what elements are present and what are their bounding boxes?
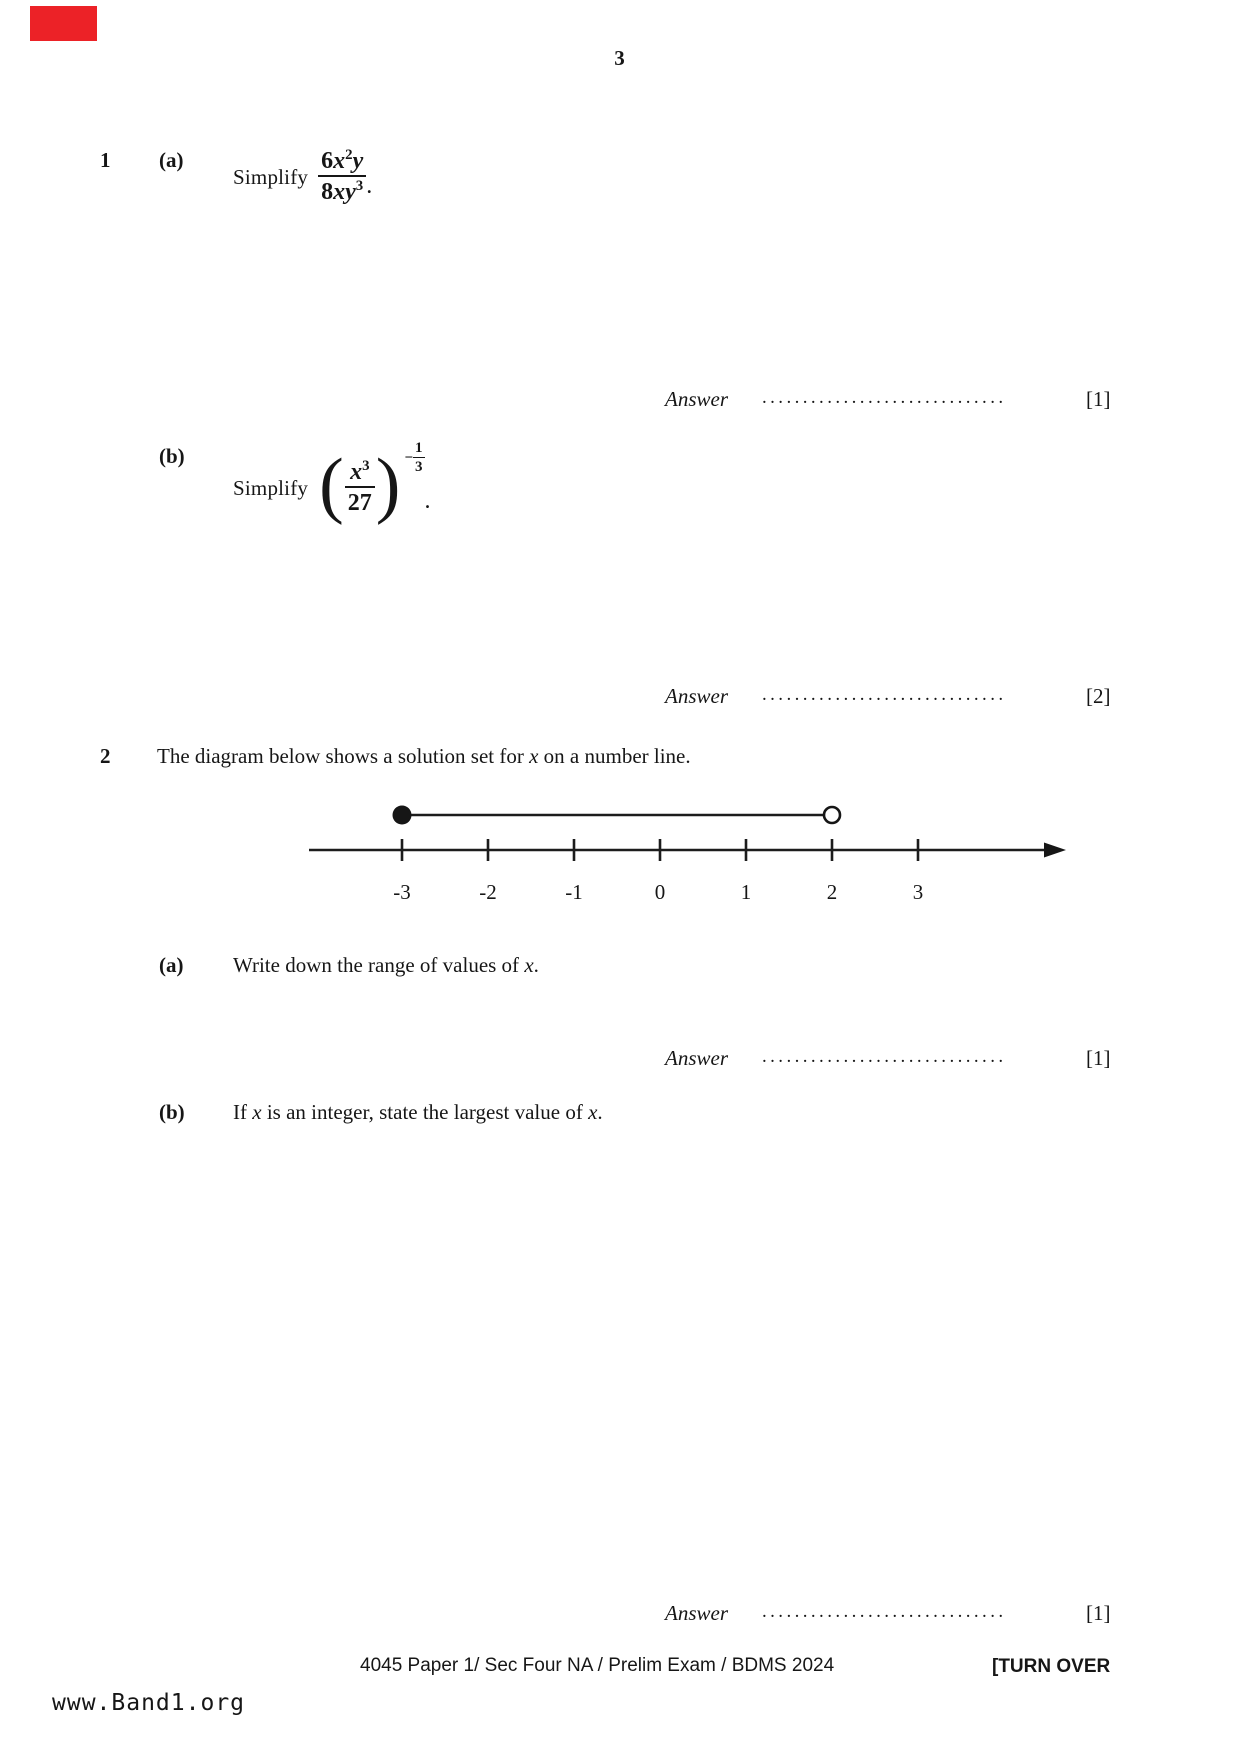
tick-label-0: 0: [654, 880, 666, 904]
q1a-num-coef: 6: [321, 147, 334, 174]
tick-label-1: 1: [740, 880, 752, 904]
q1b-verb: Simplify: [233, 475, 309, 500]
q1a-answer-label: Answer: [665, 387, 728, 411]
question-1a-label: (a): [159, 148, 184, 172]
q2a-post: .: [533, 953, 539, 977]
q1a-answer-blank: ..............................: [762, 387, 1007, 408]
axis-arrow: [1044, 843, 1066, 858]
page-number: 3: [614, 46, 625, 70]
question-1b-label: (b): [159, 444, 185, 468]
q1a-fraction: [318, 147, 366, 207]
q1b-answer-blank: ..............................: [762, 684, 1007, 705]
q1b-marks: [2]: [1086, 684, 1111, 708]
answer-row-q1b: [0, 684, 1239, 714]
q2-intro-pre: The diagram below shows a solution set for: [157, 744, 530, 768]
question-1b-expression: [233, 440, 431, 536]
q2b-answer-blank: ..............................: [762, 1601, 1007, 1622]
tick-label-minus2: -2: [479, 880, 497, 904]
watermark-url: www.Band1.org: [52, 1690, 246, 1716]
q2b-var1: x: [252, 1100, 262, 1124]
question-2-intro: [157, 744, 691, 769]
q1b-numerator: [347, 458, 372, 486]
q2b-mid: is an integer, state the largest value of: [261, 1100, 589, 1124]
numberline-diagram: [300, 795, 1090, 913]
question-2b-label: (b): [159, 1100, 185, 1124]
red-watermark-block: [30, 6, 97, 41]
q1b-exp-den: 3: [415, 458, 423, 475]
q1b-answer-label: Answer: [665, 684, 728, 708]
q1b-exponent: [404, 440, 424, 476]
q2a-marks: [1]: [1086, 1046, 1111, 1070]
q1b-open-paren: (: [319, 443, 344, 526]
question-2b-text: [233, 1100, 603, 1125]
q2b-var2: x: [588, 1100, 598, 1124]
q2b-pre: If: [233, 1100, 253, 1124]
q1a-num-var-x: x: [333, 147, 346, 174]
question-2a-label: (a): [159, 953, 184, 977]
q1b-exp-fraction: [413, 440, 425, 476]
q1b-exp-num: 1: [415, 440, 423, 456]
open-endpoint-circle: [824, 807, 840, 823]
answer-row-q1a: [0, 387, 1239, 417]
footer-exam-info: 4045 Paper 1/ Sec Four NA / Prelim Exam / BDMS 2024: [360, 1655, 835, 1676]
answer-row-q2b: [0, 1601, 1239, 1631]
tick-label-minus3: -3: [393, 880, 411, 904]
q2-intro-post: on a number line.: [538, 744, 691, 768]
q1b-exp-sign: −: [404, 449, 413, 466]
q2b-marks: [1]: [1086, 1601, 1111, 1625]
q1b-close-paren: ): [375, 443, 401, 526]
q1a-marks: [1]: [1086, 387, 1111, 411]
tick-label-minus1: -1: [565, 880, 583, 904]
q1a-numerator: [318, 147, 366, 175]
closed-endpoint-dot: [393, 806, 412, 825]
q2b-answer-label: Answer: [665, 1601, 728, 1625]
q1b-num-var-x: x: [350, 458, 363, 485]
q1b-fraction: [345, 458, 375, 518]
q2b-post: .: [597, 1100, 603, 1124]
q1b-period: .: [424, 487, 431, 514]
q1a-den-exp: 3: [355, 178, 364, 195]
question-1a-expression: [233, 136, 372, 218]
q2-intro-var: x: [529, 744, 539, 768]
question-2a-text: [233, 953, 539, 978]
turn-over-label: [TURN OVER: [992, 1656, 1111, 1677]
q1a-denominator: [318, 175, 366, 207]
tick-label-3: 3: [912, 880, 924, 904]
q1a-period: .: [366, 172, 373, 199]
q1b-denominator: 27: [345, 486, 375, 518]
question-2-number: 2: [100, 744, 111, 768]
q2a-answer-label: Answer: [665, 1046, 728, 1070]
q1a-den-var-y: y: [345, 179, 356, 206]
q1a-num-var-y: y: [352, 147, 364, 174]
q1b-num-exp: 3: [362, 457, 370, 474]
tick-label-2: 2: [826, 880, 838, 904]
q2a-pre: Write down the range of values of: [233, 953, 525, 977]
q1a-den-var-x: x: [333, 179, 346, 206]
q2a-answer-blank: ..............................: [762, 1046, 1007, 1067]
answer-row-q2a: [0, 1046, 1239, 1076]
q1a-num-exp: 2: [345, 146, 353, 163]
q1a-den-coef: 8: [321, 179, 334, 206]
q1a-verb: Simplify: [233, 164, 309, 189]
question-1-number: 1: [100, 148, 111, 172]
q2a-var: x: [524, 953, 534, 977]
